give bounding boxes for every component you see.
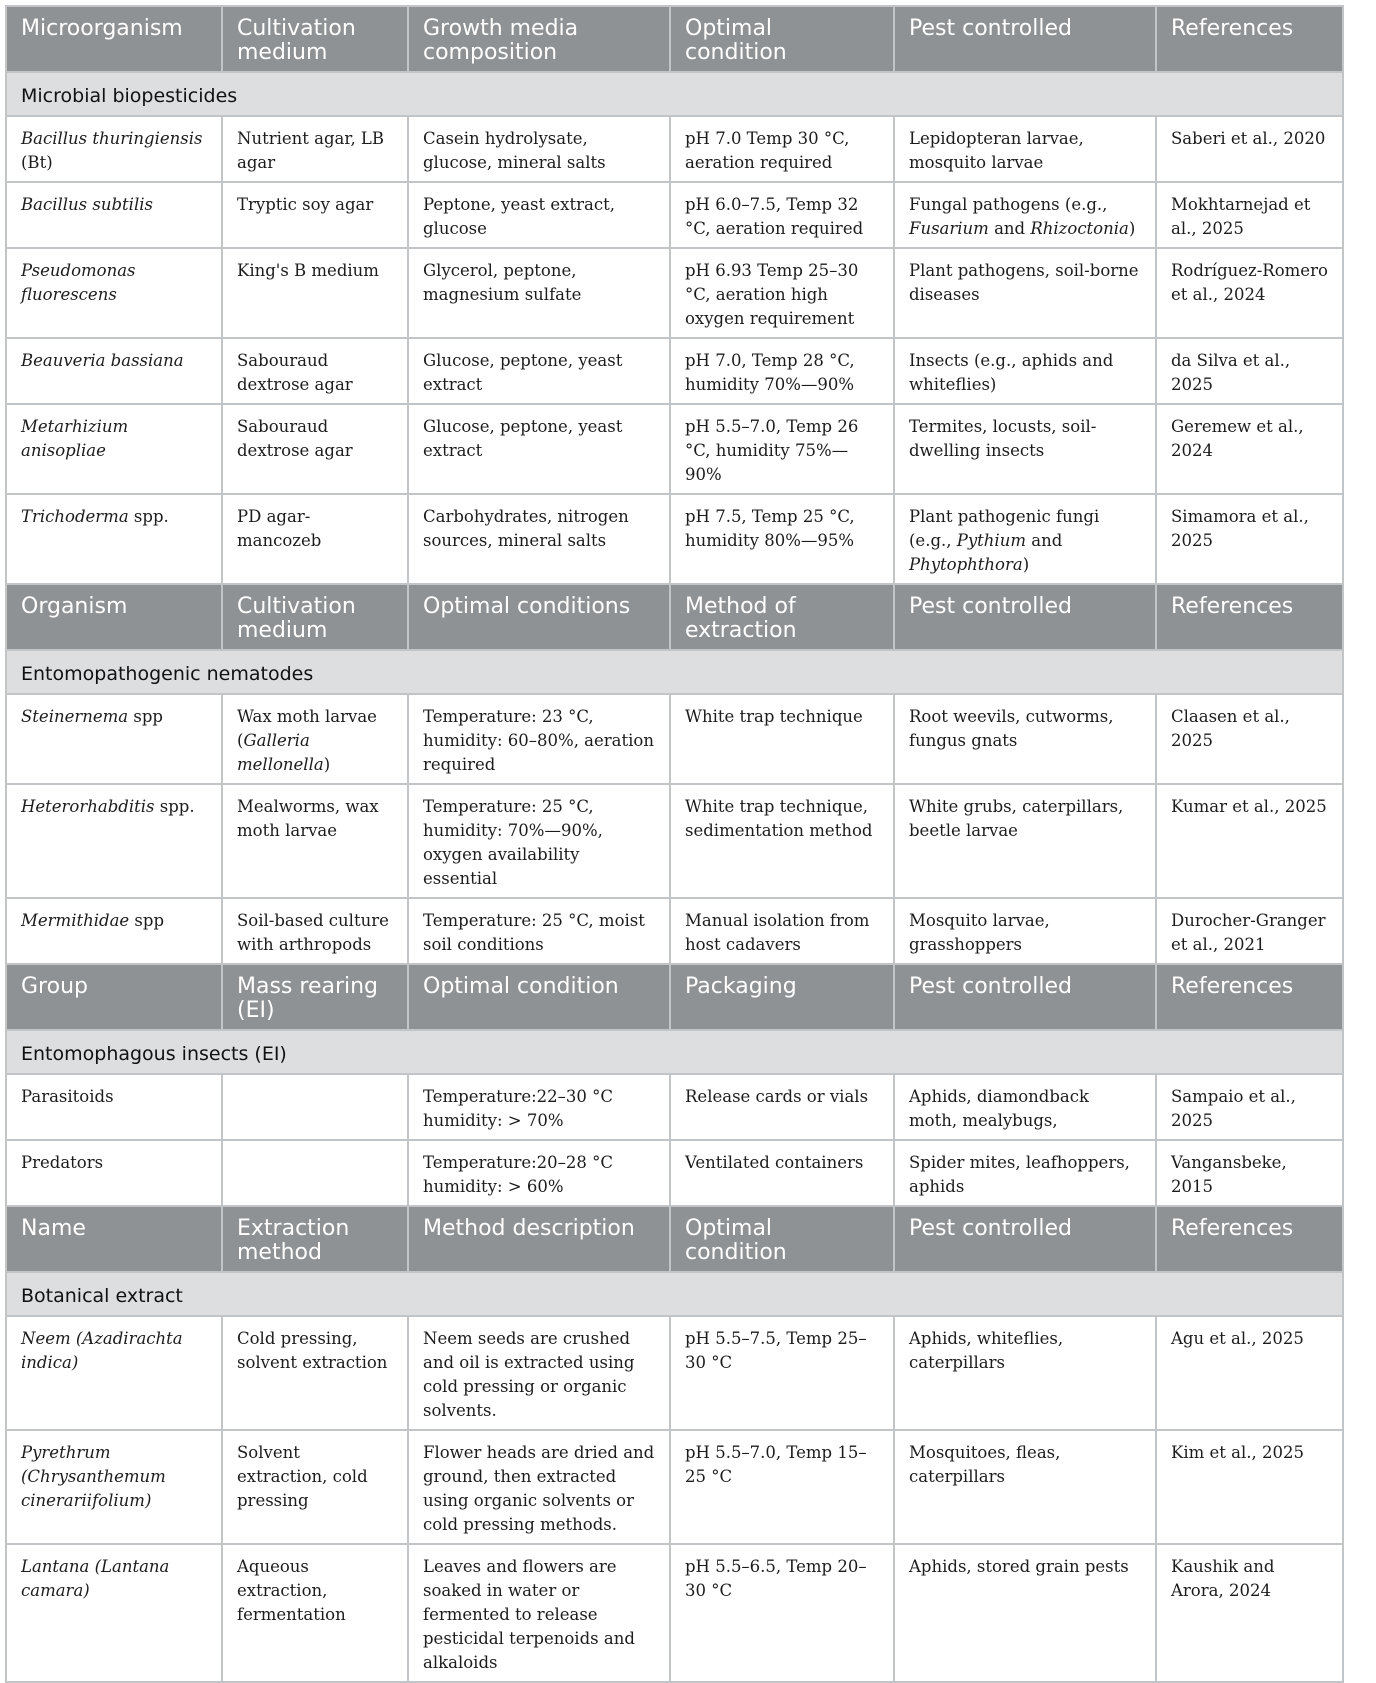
medium-cell: Sabouraud dextrose agar bbox=[222, 338, 408, 404]
section-title: Entomophagous insects (EI) bbox=[6, 1030, 1343, 1074]
condition-cell: pH 6.93 Temp 25–30 °C, aeration high oxygen requirement bbox=[670, 248, 894, 338]
header-cell: Method description bbox=[408, 1206, 670, 1272]
table-row bbox=[6, 1430, 1343, 1544]
header-cell: Pest controlled bbox=[894, 964, 1156, 1030]
table-row bbox=[6, 1074, 1343, 1140]
table-row bbox=[6, 116, 1343, 182]
organism-cell: Beauveria bassiana bbox=[6, 338, 222, 404]
mass-rearing-cell bbox=[222, 1074, 408, 1140]
header-cell: Cultivation medium bbox=[222, 584, 408, 650]
organism-name-suffix: spp. bbox=[154, 797, 195, 816]
header-cell: Pest controlled bbox=[894, 6, 1156, 72]
organism-cell bbox=[6, 694, 222, 784]
condition-cell: pH 5.5–7.5, Temp 25–30 °C bbox=[670, 1316, 894, 1430]
table-row bbox=[6, 494, 1343, 584]
pest-cell: Root weevils, cutworms, fungus gnats bbox=[894, 694, 1156, 784]
condition-cell: pH 5.5–6.5, Temp 20–30 °C bbox=[670, 1544, 894, 1682]
organism-cell bbox=[6, 116, 222, 182]
pest-genus: Fusarium bbox=[909, 219, 989, 238]
medium-cell: Tryptic soy agar bbox=[222, 182, 408, 248]
pest-genus: Pythium bbox=[956, 531, 1026, 550]
organism-name: Trichoderma bbox=[21, 507, 129, 526]
extraction-cell: White trap technique, sedimentation method bbox=[670, 784, 894, 898]
pest-text: and bbox=[988, 219, 1031, 238]
composition-cell: Glucose, peptone, yeast extract bbox=[408, 404, 670, 494]
header-row bbox=[6, 1206, 1343, 1272]
header-cell: Microorganism bbox=[6, 6, 222, 72]
reference-link[interactable]: da Silva et al., 2025 bbox=[1156, 338, 1343, 404]
header-cell: Method of extraction bbox=[670, 584, 894, 650]
pest-cell: White grubs, caterpillars, beetle larvae bbox=[894, 784, 1156, 898]
organism-cell bbox=[6, 494, 222, 584]
plant-name-cell: Lantana (Lantana camara) bbox=[6, 1544, 222, 1682]
table-row bbox=[6, 248, 1343, 338]
pest-cell: Mosquitoes, fleas, caterpillars bbox=[894, 1430, 1156, 1544]
composition-cell: Glycerol, peptone, magnesium sulfate bbox=[408, 248, 670, 338]
header-cell: Optimal conditions bbox=[408, 584, 670, 650]
pest-cell bbox=[894, 182, 1156, 248]
condition-cell: Temperature: 25 °C, humidity: 70%—90%, oxygen availability essential bbox=[408, 784, 670, 898]
organism-name-suffix: spp. bbox=[128, 507, 169, 526]
medium-cell: Soil-based culture with arthropods bbox=[222, 898, 408, 964]
reference-link[interactable]: Durocher-Granger et al., 2021 bbox=[1156, 898, 1343, 964]
extraction-cell: Manual isolation from host cadavers bbox=[670, 898, 894, 964]
reference-link[interactable]: Vangansbeke, 2015 bbox=[1156, 1140, 1343, 1206]
pest-cell: Plant pathogens, soil-borne diseases bbox=[894, 248, 1156, 338]
condition-cell: pH 7.5, Temp 25 °C, humidity 80%—95% bbox=[670, 494, 894, 584]
group-cell: Predators bbox=[6, 1140, 222, 1206]
condition-cell: Temperature:20–28 °C humidity: > 60% bbox=[408, 1140, 670, 1206]
medium-cell bbox=[222, 694, 408, 784]
header-cell: References bbox=[1156, 1206, 1343, 1272]
pest-genus: Phytophthora bbox=[909, 555, 1023, 574]
composition-cell: Carbohydrates, nitrogen sources, mineral salts bbox=[408, 494, 670, 584]
reference-link[interactable]: Kim et al., 2025 bbox=[1156, 1430, 1343, 1544]
medium-cell: PD agar-mancozeb bbox=[222, 494, 408, 584]
table-row bbox=[6, 1316, 1343, 1430]
reference-link[interactable]: Kumar et al., 2025 bbox=[1156, 784, 1343, 898]
section-title: Microbial biopesticides bbox=[6, 72, 1343, 116]
organism-cell: Bacillus subtilis bbox=[6, 182, 222, 248]
pest-cell bbox=[894, 494, 1156, 584]
section-title-row bbox=[6, 650, 1343, 694]
description-cell: Flower heads are dried and ground, then extracted using organic solvents or cold pressing methods. bbox=[408, 1430, 670, 1544]
condition-cell: Temperature: 23 °C, humidity: 60–80%, aeration required bbox=[408, 694, 670, 784]
header-cell: Optimal condition bbox=[670, 1206, 894, 1272]
section-title: Botanical extract bbox=[6, 1272, 1343, 1316]
reference-link[interactable]: Saberi et al., 2020 bbox=[1156, 116, 1343, 182]
reference-link[interactable]: Mokhtarnejad et al., 2025 bbox=[1156, 182, 1343, 248]
composition-cell: Glucose, peptone, yeast extract bbox=[408, 338, 670, 404]
medium-cell: Mealworms, wax moth larvae bbox=[222, 784, 408, 898]
table-row bbox=[6, 898, 1343, 964]
organism-name: Mermithidae bbox=[21, 911, 130, 930]
composition-cell: Casein hydrolysate, glucose, mineral salts bbox=[408, 116, 670, 182]
medium-text: Wax moth larvae ( bbox=[237, 707, 377, 750]
organism-name-suffix: spp bbox=[129, 911, 165, 930]
section-title-row bbox=[6, 1272, 1343, 1316]
header-cell: Pest controlled bbox=[894, 1206, 1156, 1272]
header-row bbox=[6, 964, 1343, 1030]
header-row bbox=[6, 6, 1343, 72]
header-cell: Cultivation medium bbox=[222, 6, 408, 72]
pest-text: Fungal pathogens (e.g., bbox=[909, 195, 1108, 214]
pest-text: Plant pathogenic fungi (e.g., bbox=[909, 507, 1100, 550]
section-title-row bbox=[6, 1030, 1343, 1074]
condition-cell: pH 5.5–7.0, Temp 15–25 °C bbox=[670, 1430, 894, 1544]
table-row bbox=[6, 1140, 1343, 1206]
reference-link[interactable]: Sampaio et al., 2025 bbox=[1156, 1074, 1343, 1140]
header-cell: Optimal condition bbox=[408, 964, 670, 1030]
pest-cell: Aphids, diamondback moth, mealybugs, bbox=[894, 1074, 1156, 1140]
pest-cell: Aphids, stored grain pests bbox=[894, 1544, 1156, 1682]
condition-cell: Temperature: 25 °C, moist soil conditions bbox=[408, 898, 670, 964]
header-cell: Pest controlled bbox=[894, 584, 1156, 650]
condition-cell: pH 7.0, Temp 28 °C, humidity 70%—90% bbox=[670, 338, 894, 404]
condition-cell: Temperature:22–30 °C humidity: > 70% bbox=[408, 1074, 670, 1140]
organism-name: Steinernema bbox=[21, 707, 129, 726]
medium-cell: King's B medium bbox=[222, 248, 408, 338]
pest-genus: Rhizoctonia bbox=[1030, 219, 1129, 238]
condition-cell: pH 6.0–7.5, Temp 32 °C, aeration required bbox=[670, 182, 894, 248]
biopesticide-table bbox=[5, 5, 1344, 1683]
section-title: Entomopathogenic nematodes bbox=[6, 650, 1343, 694]
organism-name: Bacillus thuringiensis bbox=[21, 129, 203, 148]
header-cell: Growth media composition bbox=[408, 6, 670, 72]
composition-cell: Peptone, yeast extract, glucose bbox=[408, 182, 670, 248]
packaging-cell: Release cards or vials bbox=[670, 1074, 894, 1140]
organism-cell: Metarhizium anisopliae bbox=[6, 404, 222, 494]
medium-species: Galleria mellonella bbox=[237, 731, 324, 774]
pest-cell: Spider mites, leafhoppers, aphids bbox=[894, 1140, 1156, 1206]
reference-link[interactable]: Simamora et al., 2025 bbox=[1156, 494, 1343, 584]
plant-name-cell: Neem (Azadirachta indica) bbox=[6, 1316, 222, 1430]
pest-cell: Lepidopteran larvae, mosquito larvae bbox=[894, 116, 1156, 182]
table-row bbox=[6, 784, 1343, 898]
table-row bbox=[6, 182, 1343, 248]
description-cell: Neem seeds are crushed and oil is extracted using cold pressing or organic solvents. bbox=[408, 1316, 670, 1430]
reference-link[interactable]: Geremew et al., 2024 bbox=[1156, 404, 1343, 494]
medium-cell: Nutrient agar, LB agar bbox=[222, 116, 408, 182]
organism-cell bbox=[6, 898, 222, 964]
pest-cell: Termites, locusts, soil-dwelling insects bbox=[894, 404, 1156, 494]
header-cell: Extraction method bbox=[222, 1206, 408, 1272]
organism-name-suffix: spp bbox=[128, 707, 163, 726]
header-row bbox=[6, 584, 1343, 650]
header-cell: Packaging bbox=[670, 964, 894, 1030]
packaging-cell: Ventilated containers bbox=[670, 1140, 894, 1206]
pest-cell: Aphids, whiteflies, caterpillars bbox=[894, 1316, 1156, 1430]
organism-name: Heterorhabditis bbox=[21, 797, 155, 816]
pest-cell: Insects (e.g., aphids and whiteflies) bbox=[894, 338, 1156, 404]
reference-link[interactable]: Claasen et al., 2025 bbox=[1156, 694, 1343, 784]
header-cell: Optimal condition bbox=[670, 6, 894, 72]
extraction-cell: Aqueous extraction, fermentation bbox=[222, 1544, 408, 1682]
header-cell: Name bbox=[6, 1206, 222, 1272]
condition-cell: pH 7.0 Temp 30 °C, aeration required bbox=[670, 116, 894, 182]
reference-link[interactable]: Agu et al., 2025 bbox=[1156, 1316, 1343, 1430]
reference-link[interactable]: Rodríguez-Romero et al., 2024 bbox=[1156, 248, 1343, 338]
group-cell: Parasitoids bbox=[6, 1074, 222, 1140]
pest-text: ) bbox=[1022, 555, 1030, 574]
pest-text: ) bbox=[1128, 219, 1136, 238]
table-row bbox=[6, 404, 1343, 494]
table-row bbox=[6, 1544, 1343, 1682]
organism-cell bbox=[6, 784, 222, 898]
pest-cell: Mosquito larvae, grasshoppers bbox=[894, 898, 1156, 964]
pest-text: and bbox=[1025, 531, 1063, 550]
extraction-cell: Solvent extraction, cold pressing bbox=[222, 1430, 408, 1544]
header-cell: Group bbox=[6, 964, 222, 1030]
organism-name-suffix: (Bt) bbox=[21, 153, 53, 172]
plant-name-cell: Pyrethrum (Chrysanthemum cinerariifolium) bbox=[6, 1430, 222, 1544]
header-cell: Organism bbox=[6, 584, 222, 650]
table-row bbox=[6, 338, 1343, 404]
section-title-row bbox=[6, 72, 1343, 116]
header-cell: References bbox=[1156, 584, 1343, 650]
medium-cell: Sabouraud dextrose agar bbox=[222, 404, 408, 494]
extraction-cell: Cold pressing, solvent extraction bbox=[222, 1316, 408, 1430]
header-cell: References bbox=[1156, 964, 1343, 1030]
condition-cell: pH 5.5–7.0, Temp 26 °C, humidity 75%—90% bbox=[670, 404, 894, 494]
header-cell: References bbox=[1156, 6, 1343, 72]
table-row bbox=[6, 694, 1343, 784]
description-cell: Leaves and flowers are soaked in water or fermented to release pesticidal terpenoids and alkaloids bbox=[408, 1544, 670, 1682]
extraction-cell: White trap technique bbox=[670, 694, 894, 784]
organism-cell: Pseudomonas fluorescens bbox=[6, 248, 222, 338]
mass-rearing-cell bbox=[222, 1140, 408, 1206]
medium-text: ) bbox=[323, 755, 331, 774]
header-cell: Mass rearing (EI) bbox=[222, 964, 408, 1030]
reference-link[interactable]: Kaushik and Arora, 2024 bbox=[1156, 1544, 1343, 1682]
